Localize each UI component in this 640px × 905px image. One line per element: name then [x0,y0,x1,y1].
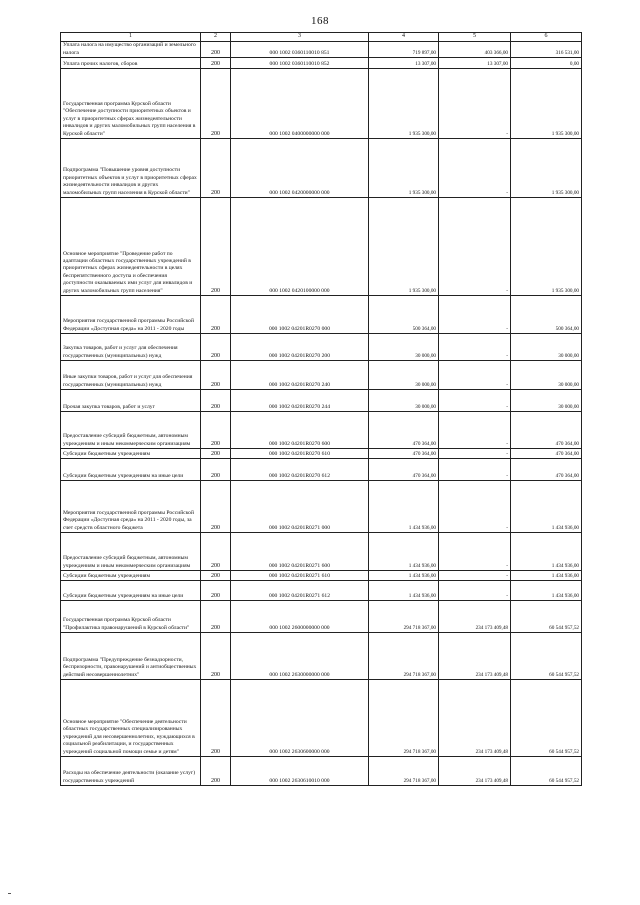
row-value-4: 500 364,00 [369,296,439,334]
row-classification: 000 1002 2600000000 000 [231,601,369,633]
row-value-5: 13 307,00 [439,58,511,69]
row-name: Субсидии бюджетным учреждениям [61,571,201,581]
row-name: Подпрограмма "Повышение уровня доступности приоритетных объектов и услуг в приоритетных сферах жизнедеятельности инвалидов и других маломобильных групп населения в Курской области" [61,139,201,198]
row-value-6: 60 544 957,52 [511,601,582,633]
row-classification: 000 1002 04201R0270 240 [231,361,369,390]
row-value-5: 234 173 409,48 [439,757,511,786]
row-name: Мероприятия государственной программы Российской Федерации «Доступная среда» на 2011 - 2020 годы, за счет средств областного бюджета [61,481,201,533]
row-code: 200 [201,459,231,481]
row-name: Мероприятия государственной программы Российской Федерации «Доступная среда» на 2011 - 2020 годы [61,296,201,334]
row-value-4: 30 000,00 [369,390,439,412]
row-classification: 000 1002 04201R0271 612 [231,581,369,601]
scan-mark [8,893,11,894]
row-name: Предоставление субсидий бюджетным, автономным учреждениям и иным некоммерческим организациям [61,412,201,449]
table-header-row [61,33,582,42]
row-classification: 000 1002 0360110010 851 [231,42,369,58]
row-value-4: 1 434 936,00 [369,481,439,533]
row-value-4: 1 935 300,00 [369,139,439,198]
row-classification: 000 1002 04201R0271 600 [231,533,369,571]
row-value-5: - [439,69,511,139]
row-value-6: 60 544 957,52 [511,757,582,786]
row-value-5: - [439,361,511,390]
row-value-6: 30 000,00 [511,390,582,412]
row-value-4: 1 935 300,00 [369,198,439,296]
table-row [61,58,582,69]
table-row [61,680,582,757]
table-row [61,69,582,139]
row-value-4: 30 000,00 [369,334,439,361]
row-value-6: 470 364,00 [511,412,582,449]
row-code: 200 [201,571,231,581]
column-header: 2 [201,33,231,42]
row-value-6: 470 364,00 [511,459,582,481]
column-header: 6 [511,33,582,42]
row-value-5: - [439,449,511,459]
row-value-6: 1 434 936,00 [511,481,582,533]
row-value-6: 1 935 300,00 [511,139,582,198]
row-value-5: - [439,571,511,581]
row-value-4: 1 935 300,00 [369,69,439,139]
row-value-6: 30 000,00 [511,334,582,361]
column-header: 4 [369,33,439,42]
row-classification: 000 1002 04201R0270 600 [231,412,369,449]
table-row [61,633,582,680]
row-code: 200 [201,633,231,680]
row-code: 200 [201,601,231,633]
row-code: 200 [201,69,231,139]
row-code: 200 [201,296,231,334]
row-code: 200 [201,680,231,757]
row-value-6: 500 364,00 [511,296,582,334]
table-row [61,601,582,633]
row-code: 200 [201,58,231,69]
row-classification: 000 1002 0360110010 852 [231,58,369,69]
row-classification: 000 1002 04201R0270 612 [231,459,369,481]
table-row [61,42,582,58]
row-value-6: 1 935 300,00 [511,198,582,296]
row-name: Расходы на обеспечение деятельности (оказание услуг) государственных учреждений [61,757,201,786]
row-classification: 000 1002 0420100000 000 [231,198,369,296]
row-value-5: - [439,412,511,449]
row-classification: 000 1002 04201R0271 610 [231,571,369,581]
row-classification: 000 1002 2630600000 000 [231,680,369,757]
row-value-4: 294 718 367,00 [369,601,439,633]
row-name: Иные закупки товаров, работ и услуг для обеспечения государственных (муниципальных) нужд [61,361,201,390]
row-value-6: 60 544 957,52 [511,680,582,757]
table-row [61,139,582,198]
row-name: Государственная программа Курской области "Обеспечение доступности приоритетных объектов и услуг в приоритетных сферах жизнедеятельности инвалидов и других маломобильных групп населения в Курской области" [61,69,201,139]
row-code: 200 [201,533,231,571]
table-row [61,481,582,533]
row-value-4: 719 897,00 [369,42,439,58]
table-row [61,449,582,459]
row-value-6: 1 935 300,00 [511,69,582,139]
row-code: 200 [201,581,231,601]
row-code: 200 [201,481,231,533]
row-name: Субсидии бюджетным учреждениям [61,449,201,459]
row-value-5: - [439,581,511,601]
row-classification: 000 1002 04201R0270 244 [231,390,369,412]
row-value-6: 60 544 957,52 [511,633,582,680]
row-classification: 000 1002 2630000000 000 [231,633,369,680]
row-code: 200 [201,390,231,412]
row-name: Закупка товаров, работ и услуг для обеспечения государственных (муниципальных) нужд [61,334,201,361]
page-number: 168 [311,15,329,27]
row-code: 200 [201,361,231,390]
row-value-5: - [439,533,511,571]
row-classification: 000 1002 04201R0271 000 [231,481,369,533]
row-value-4: 1 434 936,00 [369,571,439,581]
row-classification: 000 1002 04201R0270 200 [231,334,369,361]
row-classification: 000 1002 04201R0270 000 [231,296,369,334]
column-header: 5 [439,33,511,42]
row-value-5: - [439,334,511,361]
table-row [61,459,582,481]
row-code: 200 [201,412,231,449]
row-name: Прочая закупка товаров, работ и услуг [61,390,201,412]
row-value-5: - [439,481,511,533]
row-value-4: 470 364,00 [369,412,439,449]
row-name: Предоставление субсидий бюджетным, автономным учреждениям и иным некоммерческим организациям [61,533,201,571]
row-value-4: 470 364,00 [369,449,439,459]
row-code: 200 [201,449,231,459]
row-name: Субсидии бюджетным учреждениям на иные цели [61,459,201,481]
row-value-4: 1 434 936,00 [369,581,439,601]
row-classification: 000 1002 04201R0270 610 [231,449,369,459]
row-value-6: 0,00 [511,58,582,69]
row-value-5: - [439,459,511,481]
table-row [61,757,582,786]
row-code: 200 [201,334,231,361]
row-value-4: 13 307,00 [369,58,439,69]
row-value-6: 1 434 936,00 [511,571,582,581]
table-row [61,334,582,361]
row-name: Основное мероприятие "Проведение работ по адаптации областных государственных учреждений в приоритетных сферах жизнедеятельности в целях беспрепятственного доступа и обеспечения доступности оказываемых ими услуг для инвалидов и других маломобильных групп населения" [61,198,201,296]
budget-table [60,32,582,786]
row-name: Подпрограмма "Предупреждение безнадзорности, беспризорности, правонарушений и антиобщественных действий несовершеннолетних" [61,633,201,680]
row-code: 200 [201,757,231,786]
row-value-6: 30 000,00 [511,361,582,390]
row-value-6: 316 531,00 [511,42,582,58]
row-name: Уплата налога на имущество организаций и земельного налога [61,42,201,58]
table-row [61,581,582,601]
row-code: 200 [201,198,231,296]
table-row [61,533,582,571]
row-classification: 000 1002 2630610010 000 [231,757,369,786]
row-value-4: 294 718 367,00 [369,757,439,786]
row-name: Уплата прочих налогов, сборов [61,58,201,69]
row-value-5: - [439,390,511,412]
row-value-5: 403 366,00 [439,42,511,58]
row-value-6: 1 434 936,00 [511,581,582,601]
row-classification: 000 1002 0420000000 000 [231,139,369,198]
table-row [61,390,582,412]
row-code: 200 [201,42,231,58]
column-header: 1 [61,33,201,42]
row-value-4: 1 434 936,00 [369,533,439,571]
table-row [61,361,582,390]
table-row [61,296,582,334]
row-value-4: 294 718 367,00 [369,633,439,680]
row-value-5: - [439,296,511,334]
table-row [61,571,582,581]
row-value-5: - [439,139,511,198]
row-value-5: - [439,198,511,296]
row-name: Основное мероприятие "Обеспечение деятельности областных государственных специализированных учреждений для несовершеннолетних, нуждающихся в социальной реабилитации, и государственных учреждений социальной помощи семье и детям" [61,680,201,757]
row-value-6: 470 364,00 [511,449,582,459]
row-value-5: 234 173 409,48 [439,601,511,633]
row-code: 200 [201,139,231,198]
row-value-5: 234 173 409,48 [439,680,511,757]
table-row [61,412,582,449]
row-name: Государственная программа Курской области "Профилактика правонарушений в Курской области" [61,601,201,633]
row-value-5: 234 173 409,48 [439,633,511,680]
row-name: Субсидии бюджетным учреждениям на иные цели [61,581,201,601]
row-classification: 000 1002 0400000000 000 [231,69,369,139]
row-value-4: 294 718 367,00 [369,680,439,757]
table-row [61,198,582,296]
row-value-4: 470 364,00 [369,459,439,481]
row-value-6: 1 434 936,00 [511,533,582,571]
column-header: 3 [231,33,369,42]
row-value-4: 30 000,00 [369,361,439,390]
